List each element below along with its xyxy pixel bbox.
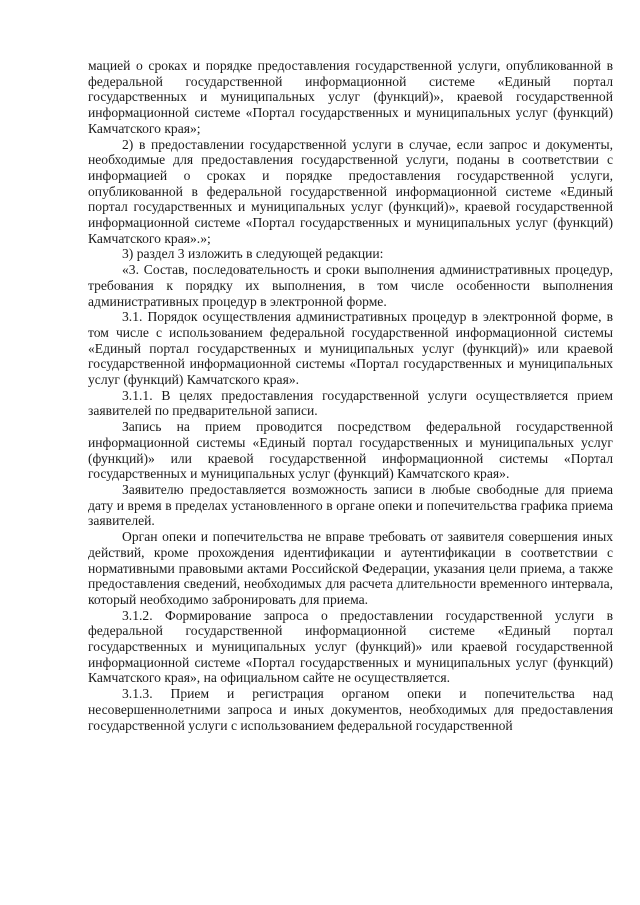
paragraph-3-1-2: 3.1.2. Формирование запроса о предоставлении государственной услуги в федеральной государственной информационной системе «Единый портал государственных и муниципальных услуг (функций)» или краевой государственной информационной системе «Портал государственных и муниципальных услуг (функций) Камчатского края», на официальном сайте не осуществляется.: [88, 607, 613, 686]
document-body: [88, 58, 613, 733]
paragraph-item-2: 2) в предоставлении государственной услуги в случае, если запрос и документы, необходимые для предоставления государственной услуги, поданы в соответствии с информацией о сроках и порядке предоставления государственной услуги, опубликованной в федеральной государственной информационной системе «Единый портал государственных и муниципальных услуг (функций)», краевой государственной информационной системе «Портал государственных и муниципальных услуг (функций) Камчатского края».»;: [88, 136, 613, 246]
section-3-heading: «3. Состав, последовательность и сроки выполнения административных процедур, требования к порядку их выполнения, в том числе особенности выполнения административных процедур в электронной форме.: [88, 262, 613, 309]
paragraph-booking-options: Заявителю предоставляется возможность записи в любые свободные для приема дату и время в пределах установленного в органе опеки и попечительства графика приема заявителей.: [88, 481, 613, 529]
paragraph-appointment-booking: Запись на прием проводится посредством федеральной государственной информационной системы «Единый портал государственных и муниципальных услуг (функций)» или краевой государственной информационной системы «Портал государственных и муниципальных услуг (функций) Камчатского края».: [88, 419, 613, 482]
paragraph-authority-restrictions: Орган опеки и попечительства не вправе требовать от заявителя совершения иных действий, кроме прохождения идентификации и аутентификации в соответствии с нормативными правовыми актами Российской Федерации, указания цели приема, а также предоставления сведений, необходимых для расчета длительности временного интервала, который необходимо забронировать для приема.: [88, 529, 613, 607]
paragraph-3-1-3: 3.1.3. Прием и регистрация органом опеки и попечительства над несовершеннолетними запроса и иных документов, необходимых для предоставления государственной услуги с использованием федеральной государственной: [88, 686, 613, 733]
paragraph-continuation: мацией о сроках и порядке предоставления государственной услуги, опубликованной в федеральной государственной информационной системе «Единый портал государственных и муниципальных услуг (функций)», краевой государственной информационной системе «Портал государственных и муниципальных услуг (функций) Камчатского края»;: [88, 58, 613, 136]
paragraph-3-1: 3.1. Порядок осуществления административных процедур в электронной форме, в том числе с использованием федеральной государственной информационной системы «Единый портал государственных и муниципальных услуг (функций)» или краевой государственной информационной системы «Портал государственных и муниципальных услуг (функций) Камчатского края».: [88, 309, 613, 388]
paragraph-3-1-1: 3.1.1. В целях предоставления государственной услуги осуществляется прием заявителей по предварительной записи.: [88, 387, 613, 419]
paragraph-item-3: 3) раздел 3 изложить в следующей редакции:: [122, 246, 384, 262]
